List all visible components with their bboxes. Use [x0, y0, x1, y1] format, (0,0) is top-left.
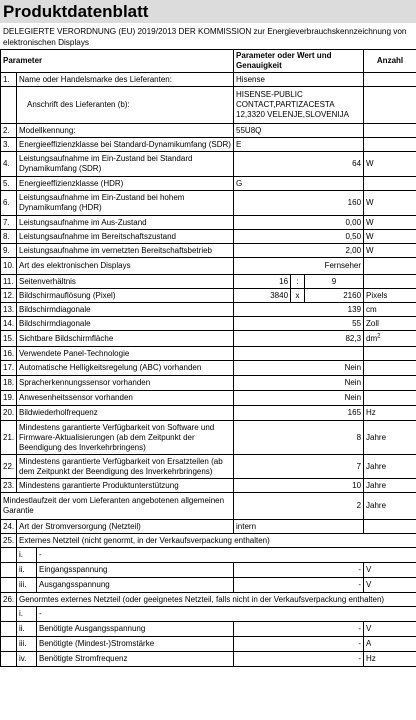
row-label: Art der Stromversorgung (Netzteil)	[17, 520, 234, 534]
regulation-subtitle: DELEGIERTE VERORDNUNG (EU) 2019/2013 DER KOMMISSION zur Energieverbrauchskennzeichnung von elektronischen Displays	[3, 27, 407, 47]
table-subrow	[1, 548, 416, 563]
row-unit: Hz	[364, 406, 416, 421]
row-label: Leistungsaufnahme im Bereitschaftszustand	[17, 230, 234, 244]
row-value: 0,50	[234, 230, 364, 244]
row-number: 4.	[1, 152, 17, 177]
row-label: Name oder Handelsmarke des Lieferanten:	[17, 73, 234, 87]
row-label: Mindestlaufzeit der vom Lieferanten angebotenen allgemeinen Garantie	[1, 493, 234, 520]
subrow-unit: A	[364, 637, 416, 652]
row-unit	[364, 124, 416, 138]
row-unit: Zoll	[364, 317, 416, 331]
table-row	[1, 138, 416, 152]
table-row	[1, 303, 416, 317]
subrow-unit: Hz	[364, 652, 416, 667]
row-label: Modellkennung:	[17, 124, 234, 138]
row-value: 0,00	[234, 216, 364, 230]
row-value: HISENSE-PUBLIC CONTACT,PARTIZACESTA 12,3320 VELENJE,SLOVENIJA	[234, 87, 364, 124]
row-label: Energieeffizienzklasse bei Standard-Dynamikumfang (SDR)	[17, 138, 234, 152]
unit-text: dm	[366, 333, 378, 343]
subrow-value: -	[234, 637, 364, 652]
row-number: 10.	[1, 258, 17, 275]
table-row	[1, 177, 416, 191]
table-row	[1, 391, 416, 406]
row-value: 160	[234, 191, 364, 216]
row-value: 165	[234, 406, 364, 421]
row-unit: Jahre	[364, 455, 416, 479]
table-row	[1, 520, 416, 534]
row-label: Anwesenheitssensor vorhanden	[17, 391, 234, 406]
subrow-value: -	[234, 563, 364, 578]
subrow-indent	[1, 652, 17, 667]
row-value: Hisense	[234, 73, 364, 87]
subrow-unit: V	[364, 578, 416, 593]
table-row	[1, 124, 416, 138]
ratio-separator: :	[291, 275, 305, 289]
row-unit	[364, 275, 416, 289]
subrow-indent	[1, 622, 17, 637]
resolution-separator: x	[291, 289, 305, 303]
row-value: 2,00	[234, 244, 364, 258]
row-number: 7.	[1, 216, 17, 230]
row-label: Automatische Helligkeitsregelung (ABC) vorhanden	[17, 361, 234, 376]
row-label: Anschrift des Lieferanten (b):	[17, 87, 234, 124]
row-number: 12.	[1, 289, 17, 303]
unit-superscript: 2	[377, 332, 381, 339]
table-subrow	[1, 578, 416, 593]
row-label: Leistungsaufnahme im vernetzten Bereitschaftsbetrieb	[17, 244, 234, 258]
header-unit: Anzahl	[364, 50, 416, 73]
subrow-unit: V	[364, 622, 416, 637]
table-row	[1, 152, 416, 177]
row-unit	[364, 391, 416, 406]
table-subrow	[1, 622, 416, 637]
subrow-number: ii.	[17, 563, 37, 578]
table-row	[1, 258, 416, 275]
row-unit: W	[364, 230, 416, 244]
subrow-label: -	[37, 548, 416, 563]
row-unit	[364, 258, 416, 275]
row-number: 23.	[1, 479, 17, 493]
row-label: Energieeffizienzklasse (HDR)	[17, 177, 234, 191]
subrow-value: -	[234, 622, 364, 637]
row-number	[1, 87, 17, 124]
row-unit	[364, 87, 416, 124]
row-number: 25.	[1, 534, 17, 548]
row-number: 20.	[1, 406, 17, 421]
row-label: Externes Netzteil (nicht genormt, in der Verkaufsverpackung enthalten)	[17, 534, 416, 548]
subrow-indent	[1, 607, 17, 622]
row-label: Bildwiederholfrequenz	[17, 406, 234, 421]
row-unit	[364, 520, 416, 534]
row-value	[234, 347, 364, 361]
table-row	[1, 317, 416, 331]
row-label: Spracherkennungssensor vorhanden	[17, 376, 234, 391]
table-row	[1, 73, 416, 87]
row-number: 16.	[1, 347, 17, 361]
table-row	[1, 289, 416, 303]
row-value: G	[234, 177, 364, 191]
subrow-label: Benötigte (Mindest-)Stromstärke	[37, 637, 234, 652]
table-row	[1, 421, 416, 455]
table-row	[1, 216, 416, 230]
row-unit: Pixels	[364, 289, 416, 303]
row-value: Fernseher	[234, 258, 364, 275]
row-unit	[364, 361, 416, 376]
row-value: 55	[234, 317, 364, 331]
table-row	[1, 191, 416, 216]
row-number: 2.	[1, 124, 17, 138]
row-unit: W	[364, 216, 416, 230]
table-row	[1, 87, 416, 124]
row-label: Mindestens garantierte Verfügbarkeit von Ersatzteilen (ab dem Zeitpunkt der Beendigung des Inverkehrbringens)	[17, 455, 234, 479]
subrow-number: i.	[17, 548, 37, 563]
row-number: 3.	[1, 138, 17, 152]
row-unit: W	[364, 244, 416, 258]
row-label: Bildschirmdiagonale	[17, 303, 234, 317]
table-subrow	[1, 607, 416, 622]
table-row	[1, 376, 416, 391]
row-value: 7	[234, 455, 364, 479]
row-value: E	[234, 138, 364, 152]
subrow-value: -	[234, 578, 364, 593]
resolution-width: 3840	[234, 289, 291, 303]
row-label: Mindestens garantierte Produktunterstützung	[17, 479, 234, 493]
row-unit: W	[364, 152, 416, 177]
subrow-number: ii.	[17, 622, 37, 637]
row-number: 13.	[1, 303, 17, 317]
subrow-number: iii.	[17, 578, 37, 593]
table-row	[1, 406, 416, 421]
page-title: Produktdatenblatt	[3, 2, 149, 21]
row-number: 19.	[1, 391, 17, 406]
table-row	[1, 347, 416, 361]
subrow-label: Ausgangsspannung	[37, 578, 234, 593]
product-data-table	[0, 49, 416, 667]
row-label: Bildschirmdiagonale	[17, 317, 234, 331]
row-unit	[364, 73, 416, 87]
resolution-height: 2160	[305, 289, 364, 303]
row-number: 14.	[1, 317, 17, 331]
row-number: 9.	[1, 244, 17, 258]
table-row	[1, 455, 416, 479]
subrow-label: Benötigte Ausgangsspannung	[37, 622, 234, 637]
row-value: 139	[234, 303, 364, 317]
row-number: 17.	[1, 361, 17, 376]
row-number: 8.	[1, 230, 17, 244]
table-row	[1, 244, 416, 258]
subrow-indent	[1, 563, 17, 578]
subrow-label: Eingangsspannung	[37, 563, 234, 578]
row-label: Leistungsaufnahme im Ein-Zustand bei Standard Dynamikumfang (SDR)	[17, 152, 234, 177]
row-label: Leistungsaufnahme im Aus-Zustand	[17, 216, 234, 230]
subrow-number: iii.	[17, 637, 37, 652]
header-parameter: Parameter	[1, 50, 234, 73]
table-subrow	[1, 637, 416, 652]
row-value: 10	[234, 479, 364, 493]
row-unit: cm	[364, 303, 416, 317]
row-unit: W	[364, 191, 416, 216]
row-label: Seitenverhältnis	[17, 275, 234, 289]
row-unit	[364, 376, 416, 391]
table-row	[1, 230, 416, 244]
row-value: 55U8Q	[234, 124, 364, 138]
row-number: 18.	[1, 376, 17, 391]
table-subrow	[1, 652, 416, 667]
row-value: Nein	[234, 391, 364, 406]
table-row	[1, 534, 416, 548]
ratio-width: 16	[234, 275, 291, 289]
row-unit: Jahre	[364, 493, 416, 520]
row-label: Leistungsaufnahme im Ein-Zustand bei hohem Dynamikumfang (HDR)	[17, 191, 234, 216]
table-header-row	[1, 50, 416, 73]
row-unit	[364, 347, 416, 361]
row-unit: Jahre	[364, 479, 416, 493]
row-value: 2	[234, 493, 364, 520]
subrow-indent	[1, 548, 17, 563]
subrow-unit: V	[364, 563, 416, 578]
header-value: Parameter oder Wert und Genauigkeit	[234, 50, 364, 73]
table-row	[1, 361, 416, 376]
table-row	[1, 493, 416, 520]
row-label: Verwendete Panel-Technologie	[17, 347, 234, 361]
row-unit: Jahre	[364, 421, 416, 455]
row-value: 64	[234, 152, 364, 177]
row-label: Sichtbare Bildschirmfläche	[17, 331, 234, 347]
row-number: 22.	[1, 455, 17, 479]
subrow-label: -	[37, 607, 416, 622]
ratio-height: 9	[305, 275, 364, 289]
row-value: Nein	[234, 376, 364, 391]
table-row	[1, 479, 416, 493]
row-number: 1.	[1, 73, 17, 87]
row-number: 15.	[1, 331, 17, 347]
row-value: Nein	[234, 361, 364, 376]
row-label: Mindestens garantierte Verfügbarkeit von Software und Firmware-Aktualisierungen (ab dem Zeitpunkt der Beendigung des Inverkehrbringens)	[17, 421, 234, 455]
row-label: Genormtes externes Netzteil (oder geeignetes Netzteil, falls nicht in der Verkaufsverpackung enthalten)	[17, 593, 416, 607]
row-value: intern	[234, 520, 364, 534]
table-row	[1, 593, 416, 607]
subrow-value: -	[234, 652, 364, 667]
subrow-indent	[1, 578, 17, 593]
row-unit	[364, 138, 416, 152]
row-label: Art des elektronischen Displays	[17, 258, 234, 275]
row-unit	[364, 331, 416, 347]
row-number: 6.	[1, 191, 17, 216]
row-number: 26.	[1, 593, 17, 607]
subrow-number: iv.	[17, 652, 37, 667]
row-number: 5.	[1, 177, 17, 191]
row-value: 8	[234, 421, 364, 455]
row-unit	[364, 177, 416, 191]
row-label: Bildschirmauflösung (Pixel)	[17, 289, 234, 303]
row-value: 82,3	[234, 331, 364, 347]
row-number: 21.	[1, 421, 17, 455]
table-row	[1, 331, 416, 347]
subrow-number: i.	[17, 607, 37, 622]
subrow-label: Benötigte Stromfrequenz	[37, 652, 234, 667]
row-number: 11.	[1, 275, 17, 289]
subrow-indent	[1, 637, 17, 652]
table-subrow	[1, 563, 416, 578]
table-row	[1, 275, 416, 289]
row-number: 24.	[1, 520, 17, 534]
